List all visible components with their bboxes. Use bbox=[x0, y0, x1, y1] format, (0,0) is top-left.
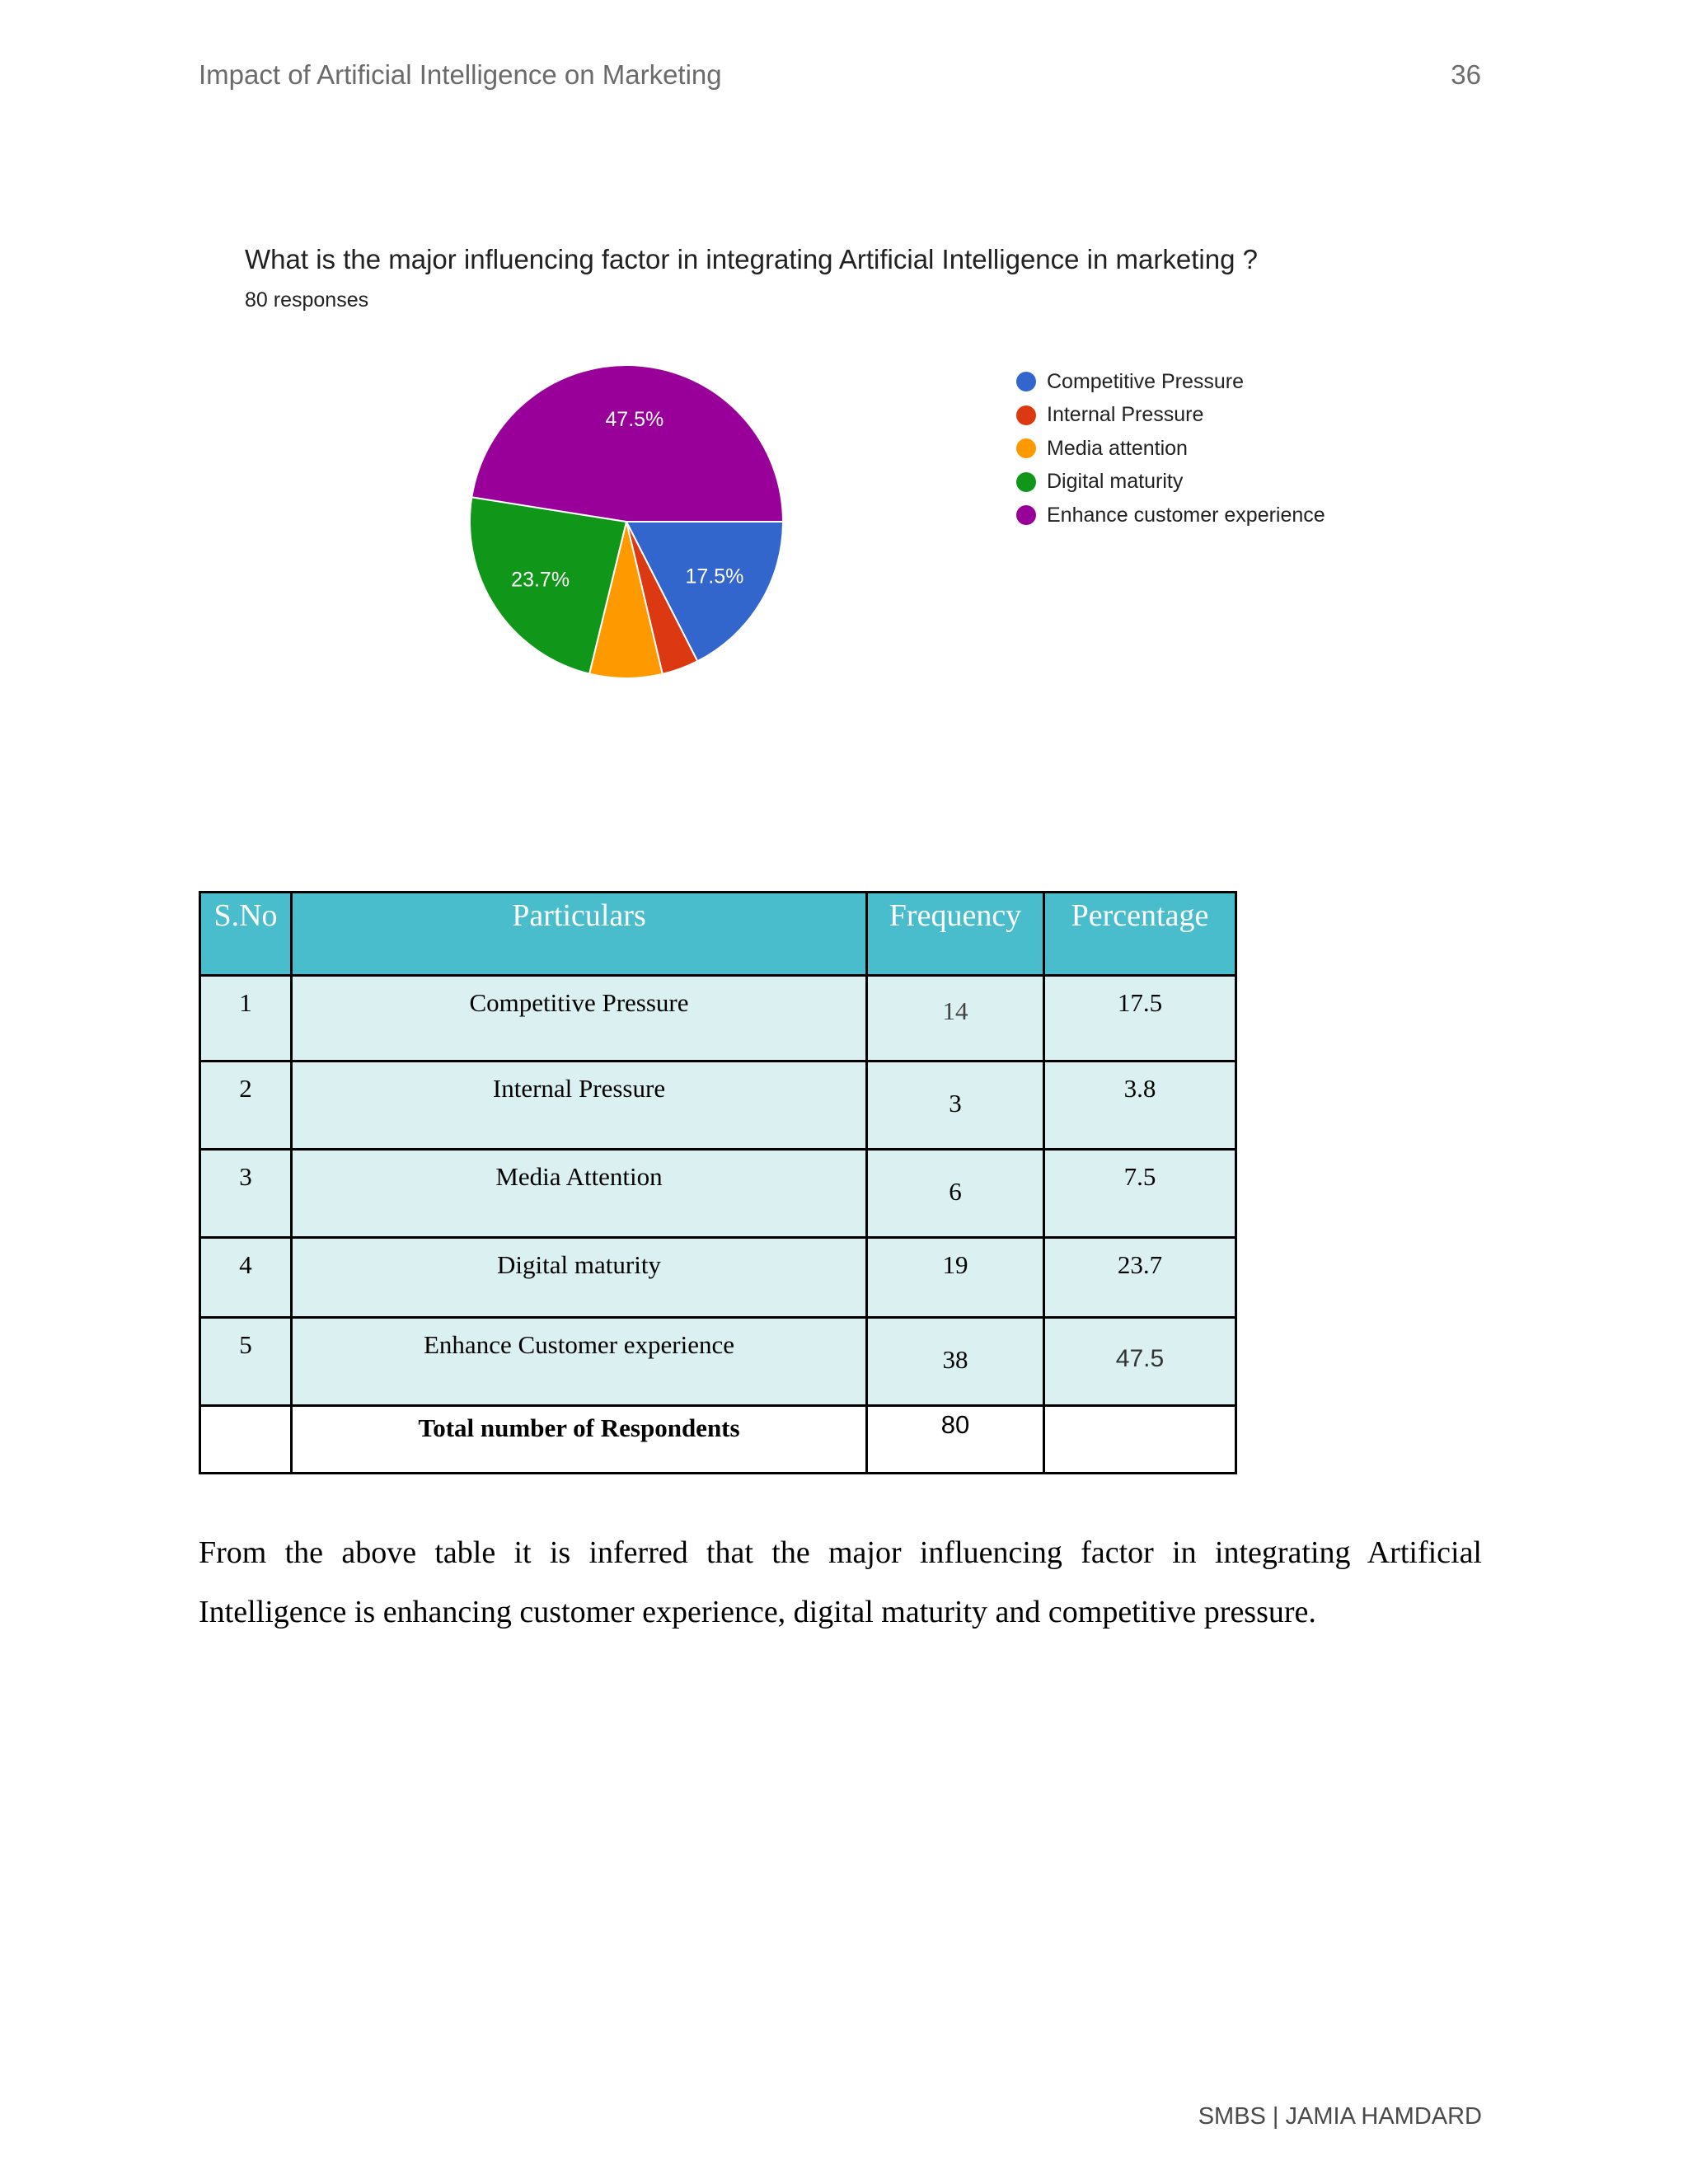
header-percentage: Percentage bbox=[1044, 893, 1236, 976]
cell-empty bbox=[1044, 1406, 1236, 1474]
pie-data-label: 17.5% bbox=[685, 565, 744, 588]
cell-frequency: 6 bbox=[867, 1150, 1044, 1238]
cell-frequency: 19 bbox=[867, 1238, 1044, 1318]
cell-percentage: 3.8 bbox=[1044, 1062, 1236, 1150]
cell-particulars: Competitive Pressure bbox=[292, 976, 867, 1062]
pie-data-label: 47.5% bbox=[605, 407, 664, 431]
legend-swatch bbox=[1016, 438, 1036, 458]
total-value: 80 bbox=[867, 1406, 1044, 1474]
running-header: Impact of Artificial Intelligence on Marketing bbox=[199, 59, 722, 90]
legend-item bbox=[1016, 499, 1325, 532]
footer: SMBS | JAMIA HAMDARD bbox=[1198, 2103, 1482, 2130]
legend-item bbox=[1016, 432, 1325, 466]
cell-frequency: 3 bbox=[867, 1062, 1044, 1150]
table-row bbox=[200, 1062, 1236, 1150]
legend-swatch bbox=[1016, 405, 1036, 425]
legend-swatch bbox=[1016, 505, 1036, 525]
cell-percentage: 7.5 bbox=[1044, 1150, 1236, 1238]
legend-item bbox=[1016, 466, 1325, 499]
cell-sno: 5 bbox=[200, 1318, 292, 1406]
cell-sno: 2 bbox=[200, 1062, 292, 1150]
table-row bbox=[200, 1238, 1236, 1318]
header-particulars: Particulars bbox=[292, 893, 867, 976]
cell-particulars: Digital maturity bbox=[292, 1238, 867, 1318]
table-row bbox=[200, 1318, 1236, 1406]
cell-empty bbox=[200, 1406, 292, 1474]
pie-slice-enhance-customer-experience bbox=[471, 365, 783, 522]
cell-percentage: 47.5 bbox=[1044, 1318, 1236, 1406]
table-total-row bbox=[200, 1406, 1236, 1474]
table-row bbox=[200, 976, 1236, 1062]
chart-legend bbox=[1016, 365, 1325, 532]
cell-percentage: 17.5 bbox=[1044, 976, 1236, 1062]
pie-chart bbox=[462, 363, 791, 692]
legend-swatch bbox=[1016, 472, 1036, 492]
conclusion-paragraph: From the above table it is inferred that the major influencing factor in integrating Artificial Intelligence is enhancing customer experience, digital maturity and competitive pressure. bbox=[199, 1535, 1482, 1629]
legend-label: Media attention bbox=[1047, 436, 1188, 460]
chart-subtitle: 80 responses bbox=[245, 288, 369, 312]
header-frequency: Frequency bbox=[867, 893, 1044, 976]
cell-sno: 3 bbox=[200, 1150, 292, 1238]
table-row bbox=[200, 1150, 1236, 1238]
legend-label: Internal Pressure bbox=[1047, 403, 1204, 427]
legend-label: Competitive Pressure bbox=[1047, 369, 1244, 393]
cell-sno: 1 bbox=[200, 976, 292, 1062]
total-label: Total number of Respondents bbox=[292, 1406, 867, 1474]
cell-sno: 4 bbox=[200, 1238, 292, 1318]
frequency-table bbox=[199, 891, 1237, 1474]
chart-title: What is the major influencing factor in integrating Artificial Intelligence in marketing ? bbox=[245, 244, 1258, 274]
page-number: 36 bbox=[1451, 59, 1481, 90]
cell-percentage: 23.7 bbox=[1044, 1238, 1236, 1318]
legend-label: Digital maturity bbox=[1047, 470, 1184, 494]
legend-label: Enhance customer experience bbox=[1047, 503, 1325, 527]
header-sno: S.No bbox=[200, 893, 292, 976]
cell-particulars: Internal Pressure bbox=[292, 1062, 867, 1150]
cell-frequency: 38 bbox=[867, 1318, 1044, 1406]
cell-frequency: 14 bbox=[867, 976, 1044, 1062]
legend-swatch bbox=[1016, 372, 1036, 391]
legend-item bbox=[1016, 365, 1325, 399]
table-header-row bbox=[200, 893, 1236, 976]
cell-particulars: Media Attention bbox=[292, 1150, 867, 1238]
legend-item bbox=[1016, 399, 1325, 433]
cell-particulars: Enhance Customer experience bbox=[292, 1318, 867, 1406]
pie-data-label: 23.7% bbox=[511, 568, 570, 592]
